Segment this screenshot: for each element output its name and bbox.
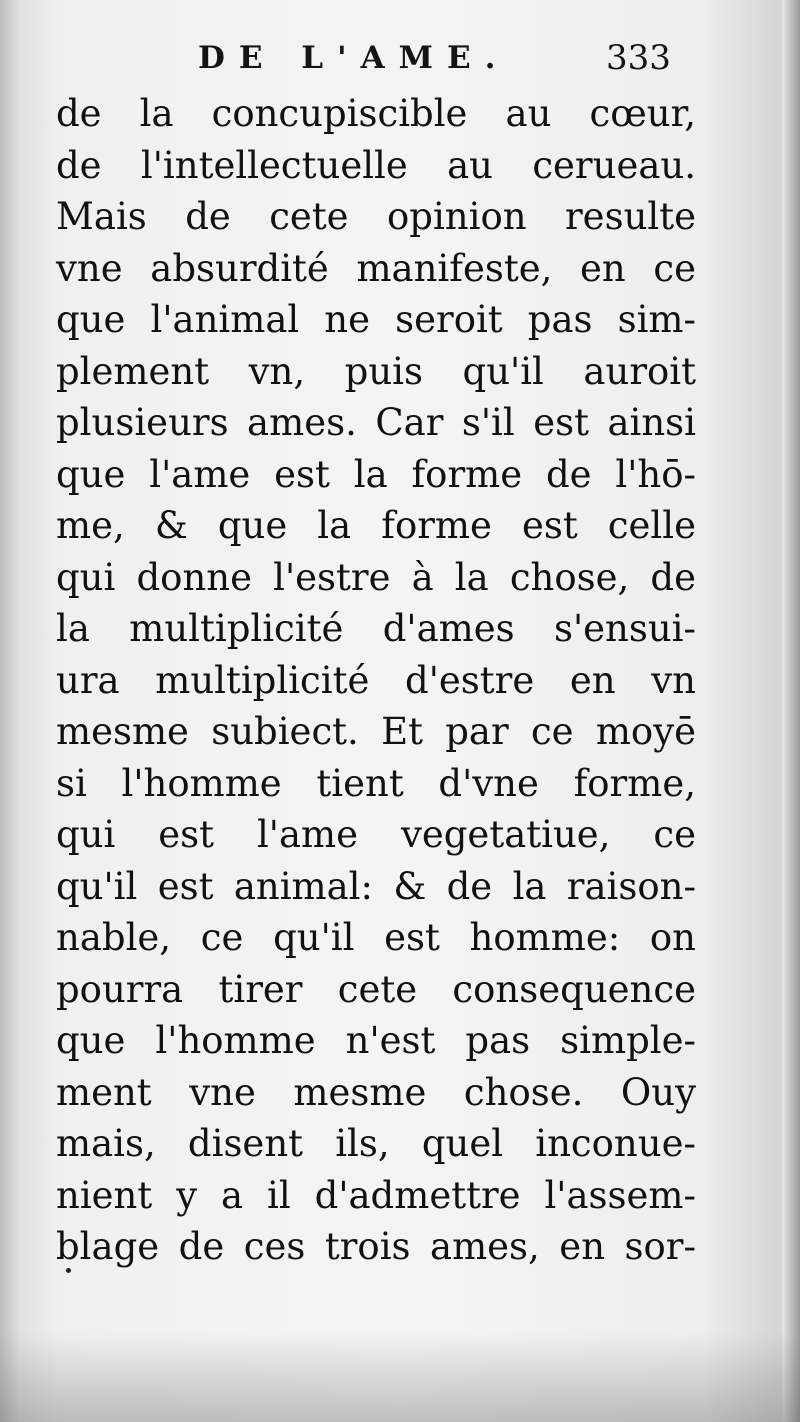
text-line: nient y a il d'admettre l'assem- (56, 1173, 696, 1217)
text-line: ura multiplicité d'estre en vn (56, 658, 696, 702)
text-line: mesme subiect. Et par ce moyē (56, 710, 696, 753)
text-line: plement vn, puis qu'il auroit (56, 349, 696, 393)
page-number: 333 (606, 38, 671, 78)
text-line: pourra tirer cete consequence (56, 967, 696, 1011)
text-line: plusieurs ames. Car s'il est ainsi (56, 401, 696, 444)
text-line: que l'animal ne seroit pas sim- (56, 298, 696, 341)
text-line: qui est l'ame vegetatiue, ce (56, 813, 696, 856)
page-left-edge (0, 0, 22, 1422)
text-line: si l'homme tient d'vne forme, (56, 761, 696, 805)
body-text (56, 88, 696, 1273)
text-line: qu'il est animal: & de la raison- (56, 864, 696, 908)
text-line: mais, disent ils, quel inconue- (56, 1122, 696, 1165)
text-line: vne absurdité manifeste, en ce (56, 246, 696, 290)
page-header (0, 40, 800, 88)
text-line: nable, ce qu'il est homme: on (56, 916, 696, 959)
text-line: de la concupiscible au cœur, (56, 92, 696, 135)
text-line: que l'homme n'est pas simple- (56, 1019, 696, 1062)
text-line: blage de ces trois ames, en sor- (56, 1225, 696, 1268)
text-line: qui donne l'estre à la chose, de (56, 555, 696, 599)
text-line: Mais de cete opinion resulte (56, 195, 696, 238)
text-line: la multiplicité d'ames s'ensui- (56, 607, 696, 650)
text-line: me, & que la forme est celle (56, 504, 696, 547)
running-head: DE L'AME. (198, 40, 510, 76)
text-line: de l'intellectuelle au cerueau. (56, 143, 696, 187)
text-line: ment vne mesme chose. Ouy (56, 1070, 696, 1114)
page-right-edge (782, 0, 800, 1422)
ink-speck (66, 1268, 71, 1273)
page-bottom-shadow (0, 1332, 800, 1422)
text-line: que l'ame est la forme de l'hō- (56, 452, 696, 496)
